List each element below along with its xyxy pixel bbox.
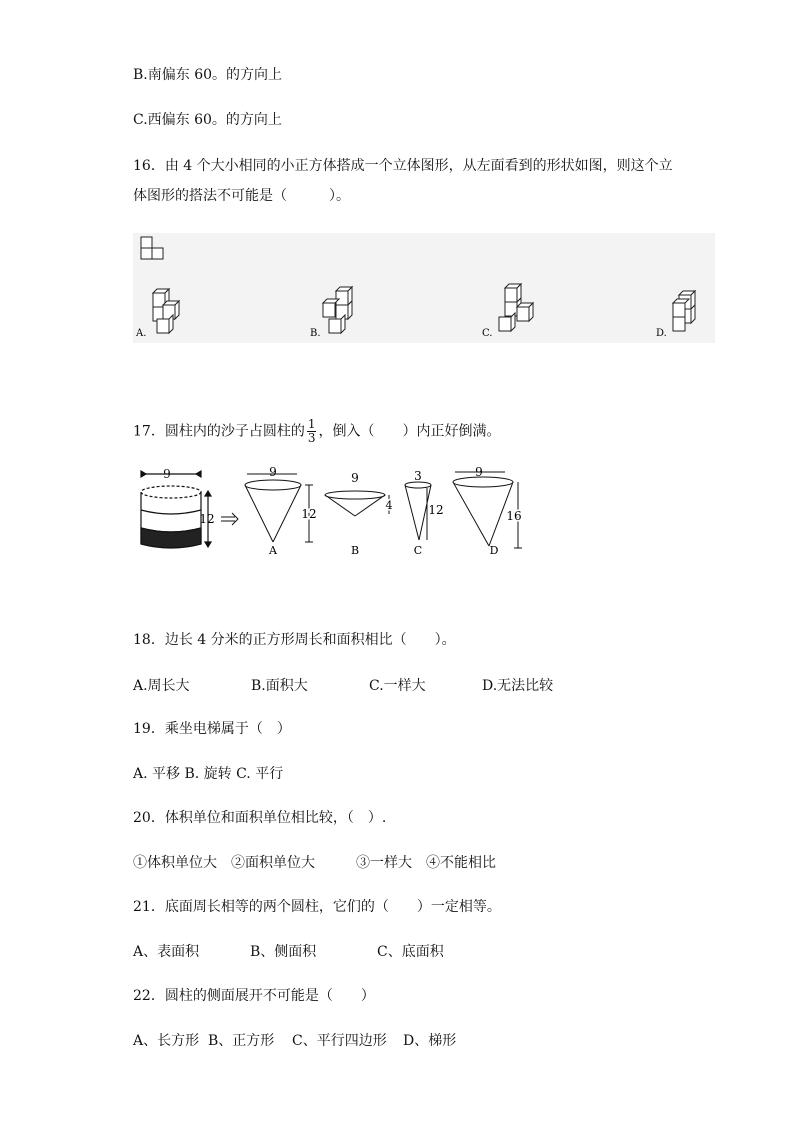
q17-stem-post: ，倒入（ ）内正好倒满。 (318, 423, 501, 440)
q16-figure-svg (133, 233, 715, 343)
cone-d-height: 16 (506, 509, 522, 523)
q21-option-b: B、侧面积 (250, 944, 317, 960)
option-a-cubes (153, 289, 179, 333)
cone-c-diameter: 3 (414, 469, 422, 483)
q15-option-b: B.南偏东 60。的方向上 (133, 67, 283, 83)
option-c-label: C. (482, 328, 493, 339)
q17-fraction (307, 418, 317, 445)
q22-stem: 22．圆柱的侧面展开不可能是（ ） (133, 988, 375, 1004)
cone-d-diameter: 9 (475, 465, 483, 479)
q22-option-d: D、梯形 (403, 1033, 457, 1049)
arrow-icon (221, 513, 238, 525)
q17-figure (133, 462, 533, 562)
cylinder (141, 471, 211, 548)
left-view-shape (141, 237, 163, 259)
q20-stem: 20．体积单位和面积单位相比较，（ ）. (133, 810, 387, 826)
q15-option-c: C.西偏东 60。的方向上 (133, 112, 282, 128)
cone-c-height: 12 (428, 503, 444, 517)
q19-options: A. 平移 B. 旋转 C. 平行 (133, 766, 284, 782)
cone-b-height: 4 (385, 499, 393, 512)
fraction-denominator: 3 (307, 431, 316, 445)
cone-a-diameter: 9 (269, 465, 277, 479)
q22-option-a: A、长方形 (133, 1033, 200, 1049)
q18-option-a: A.周长大 (133, 678, 190, 694)
cylinder-diameter: 9 (163, 467, 171, 481)
q18-option-b: B.面积大 (251, 678, 308, 694)
cone-b (325, 491, 389, 516)
cylinder-height: 12 (199, 512, 215, 526)
q22-option-b: B、正方形 (208, 1033, 275, 1049)
cone-c (405, 482, 431, 540)
q16-stem-line1: 16．由 4 个大小相同的小正方体搭成一个立体图形，从左面看到的形状如图，则这个立 (133, 158, 673, 174)
cone-a-label: A (269, 544, 277, 557)
q21-option-c: C、底面积 (377, 944, 444, 960)
q20-option-3: ③一样大 (356, 855, 412, 871)
option-b-label: B. (310, 328, 321, 339)
q17-stem (133, 418, 500, 445)
option-c-cubes (499, 284, 533, 331)
q18-option-c: C.一样大 (369, 678, 426, 694)
q18-option-d: D.无法比较 (482, 678, 554, 694)
cone-b-diameter: 9 (351, 471, 359, 485)
q17-stem-pre: 17．圆柱内的沙子占圆柱的 (133, 423, 305, 440)
q21-stem: 21．底面周长相等的两个圆柱，它们的（ ）一定相等。 (133, 899, 501, 915)
q22-option-c: C、平行四边形 (292, 1033, 387, 1049)
cone-c-label: C (413, 544, 423, 557)
cone-a-height: 12 (301, 507, 317, 521)
option-b-cubes (323, 287, 352, 333)
q21-option-a: A、表面积 (133, 944, 200, 960)
cone-b-label: B (350, 544, 360, 557)
option-d-label: D. (656, 328, 667, 339)
fraction-numerator: 1 (307, 417, 316, 431)
q16-stem-line2: 体图形的搭法不可能是（ ）。 (133, 188, 350, 204)
q18-stem: 18．边长 4 分米的正方形周长和面积相比（ ）。 (133, 632, 456, 648)
q17-figure-svg (133, 462, 533, 562)
q19-stem: 19．乘坐电梯属于（ ） (133, 721, 291, 737)
q16-figure (133, 233, 715, 343)
cone-d-label: D (489, 544, 499, 557)
option-d-cubes (673, 291, 695, 331)
option-a-label: A. (136, 328, 147, 339)
q20-option-1: ①体积单位大 (133, 855, 217, 871)
q20-option-2: ②面积单位大 (231, 855, 315, 871)
q20-option-4: ④不能相比 (426, 855, 496, 871)
